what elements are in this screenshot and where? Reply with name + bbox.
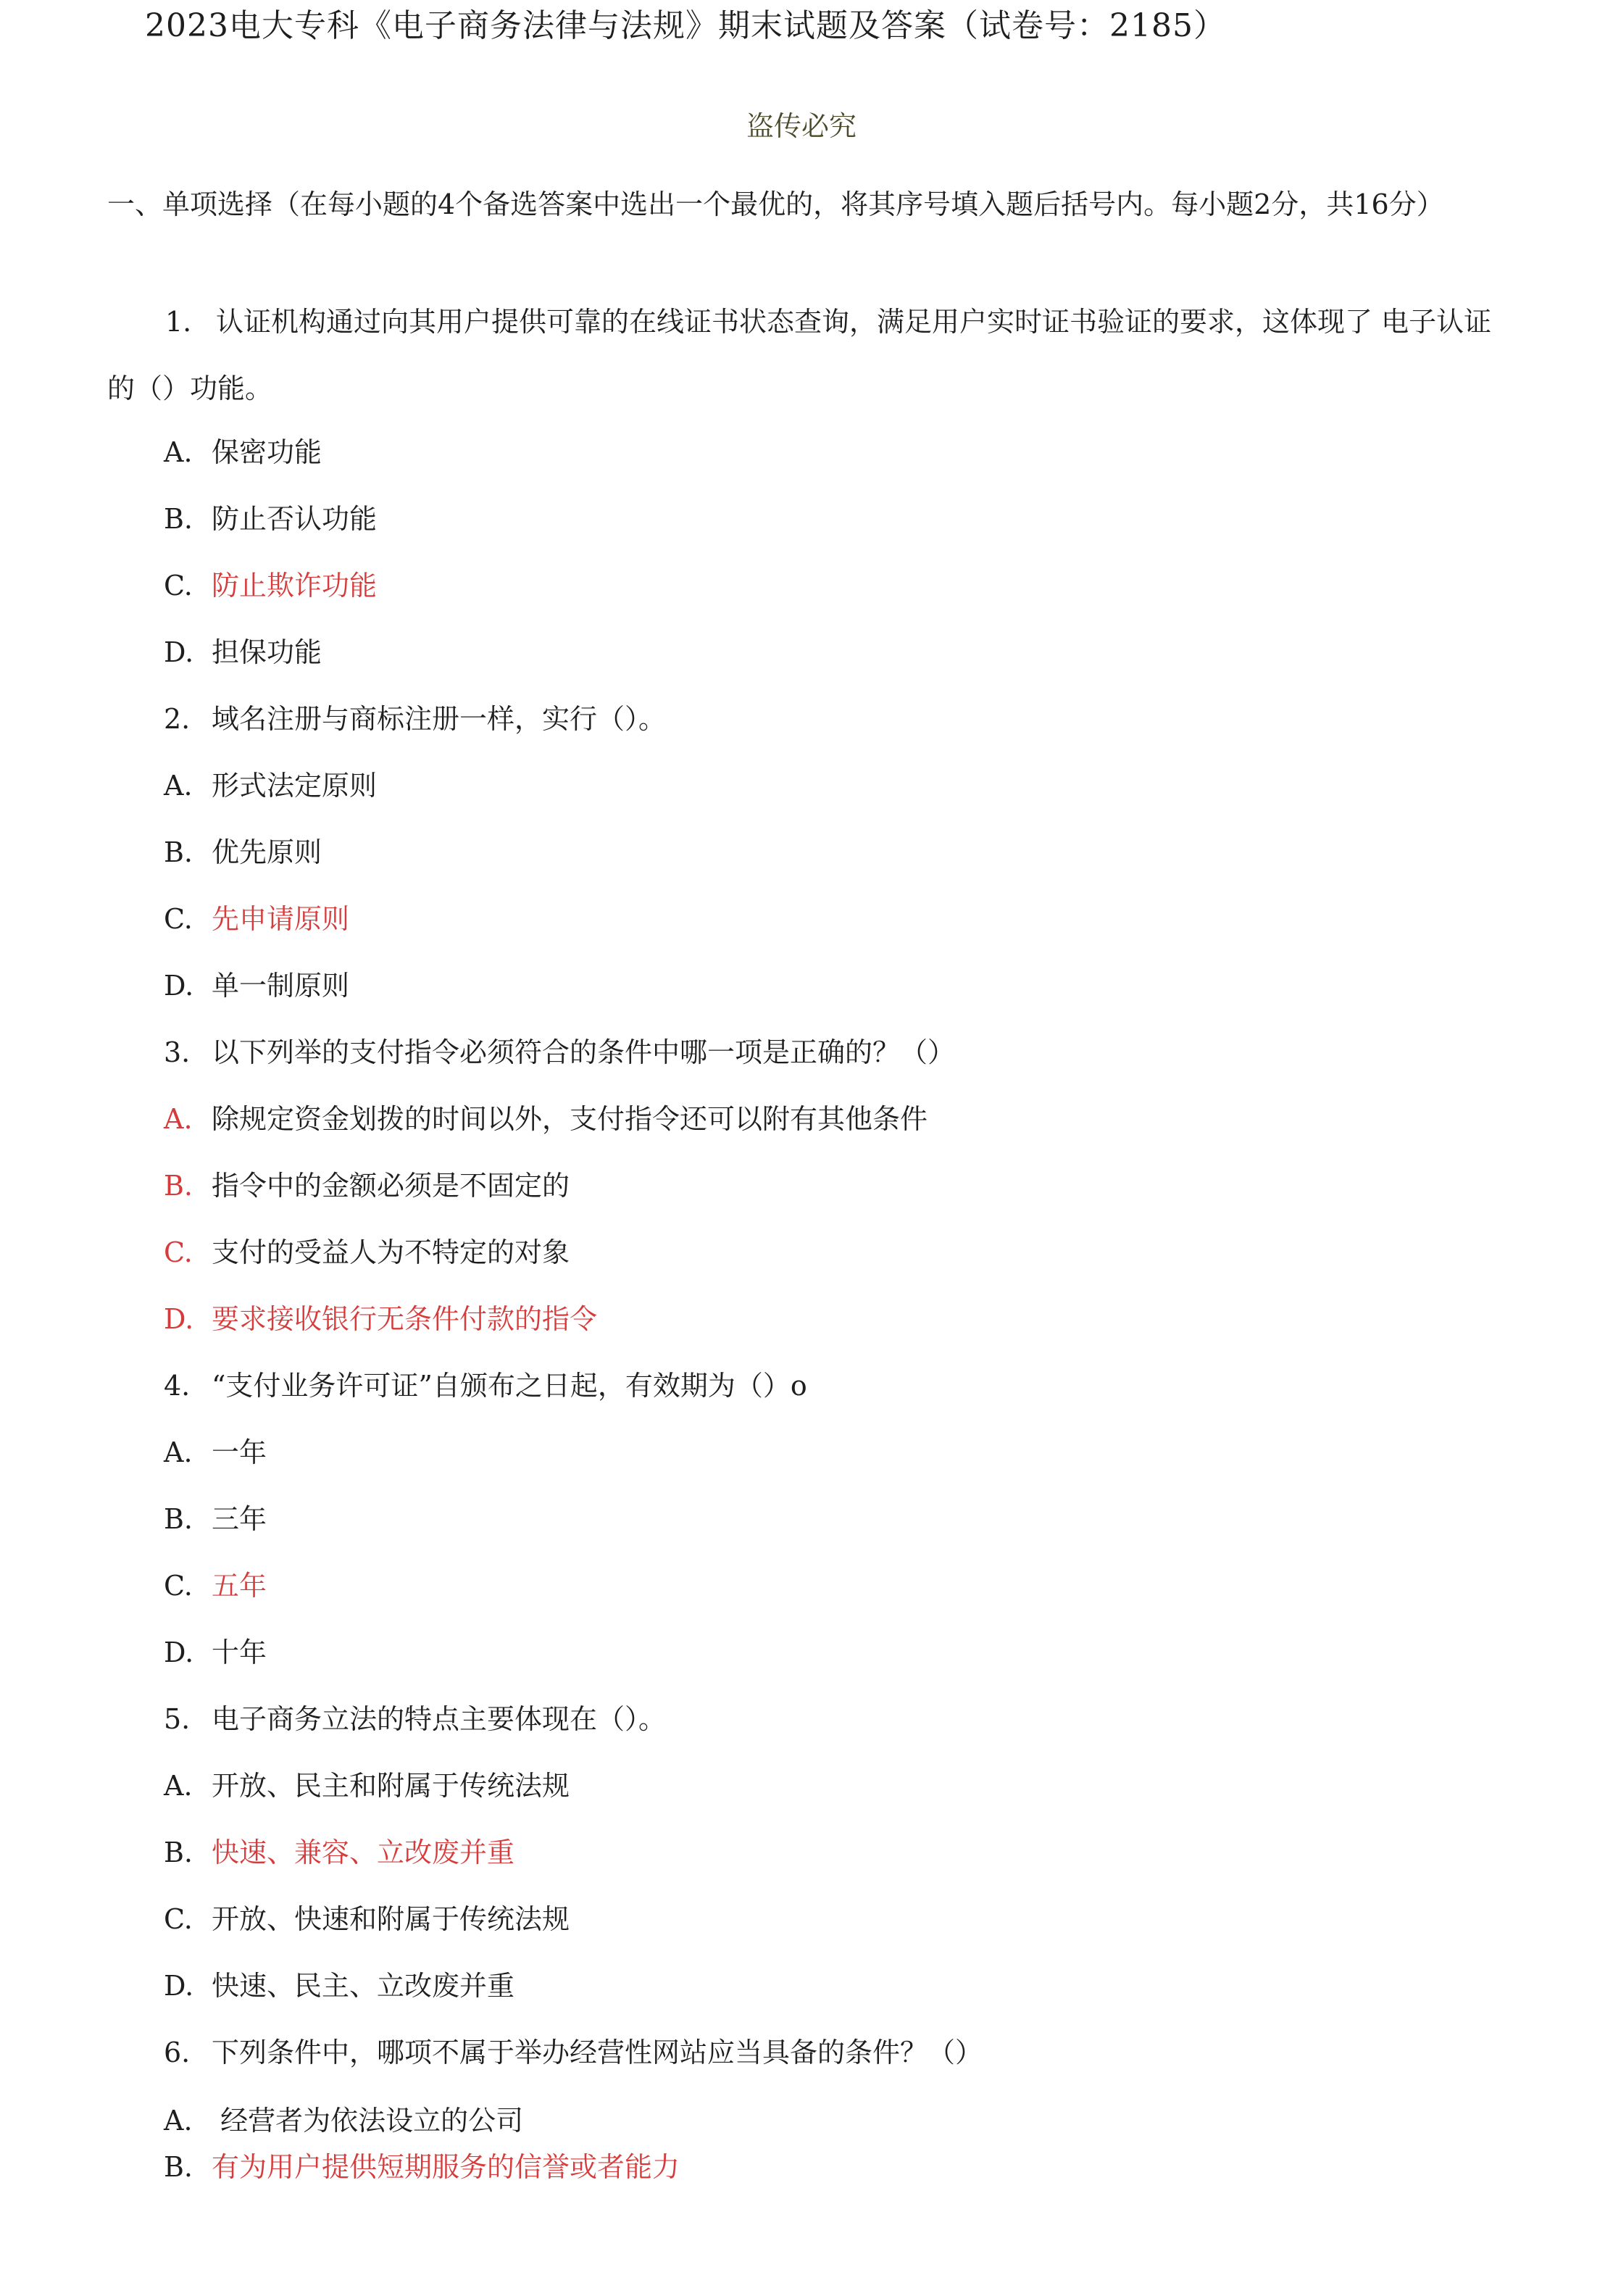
option-letter: A. — [164, 1436, 193, 1468]
question-text: 域名注册与商标注册一样，实行（）。 — [212, 703, 667, 735]
option-letter: C. — [164, 1570, 193, 1602]
option-text: 防止否认功能 — [212, 503, 378, 535]
question-number: 5. — [164, 1703, 191, 1735]
option-5b — [164, 1835, 514, 1870]
option-text: 支付的受益人为不特定的对象 — [212, 1236, 570, 1268]
option-6a — [164, 2103, 523, 2138]
option-1c — [164, 568, 377, 603]
option-text: 除规定资金划拨的时间以外，支付指令还可以附有其他条件 — [212, 1103, 928, 1135]
option-letter: C. — [164, 1903, 193, 1935]
correct-answer-text: 五年 — [212, 1570, 267, 1602]
question-number: 1. — [165, 306, 192, 338]
option-3d — [164, 1302, 597, 1336]
option-2b — [164, 835, 322, 870]
option-text: 经营者为依法设立的公司 — [212, 2105, 524, 2137]
question-text: “支付业务许可证”自颁布之日起，有效期为（）o — [212, 1370, 807, 1402]
option-text: 三年 — [212, 1503, 267, 1535]
option-5c — [164, 1902, 570, 1937]
option-4c — [164, 1568, 267, 1603]
option-letter: B. — [164, 1503, 193, 1535]
option-letter: A. — [164, 1103, 193, 1135]
question-number: 3. — [164, 1036, 191, 1068]
option-5a — [164, 1768, 570, 1803]
option-letter: A. — [164, 2105, 193, 2137]
option-1a — [164, 435, 322, 470]
option-letter: B. — [164, 2151, 193, 2183]
question-5 — [164, 1702, 666, 1736]
option-letter: C. — [164, 1236, 193, 1268]
option-5d — [164, 1968, 514, 2003]
correct-answer-text: 防止欺诈功能 — [212, 570, 378, 602]
option-text: 十年 — [212, 1636, 267, 1668]
question-text: 电子商务立法的特点主要体现在（）。 — [212, 1703, 667, 1735]
option-6b — [164, 2150, 680, 2184]
option-text: 开放、快速和附属于传统法规 — [212, 1903, 570, 1935]
option-3b — [164, 1168, 570, 1203]
option-text: 一年 — [212, 1436, 267, 1468]
option-text: 快速、民主、立改废并重 — [212, 1970, 515, 2002]
option-3a — [164, 1102, 928, 1136]
option-letter: C. — [164, 570, 193, 602]
option-text: 担保功能 — [212, 636, 322, 668]
option-letter: B. — [164, 1170, 193, 1202]
option-letter: A. — [164, 1770, 193, 1802]
watermark-text: 盗传必究 — [746, 110, 857, 142]
option-2d — [164, 968, 349, 1003]
option-text: 形式法定原则 — [212, 770, 378, 802]
option-text: 优先原则 — [212, 836, 322, 868]
option-letter: B. — [164, 503, 193, 535]
option-text: 开放、民主和附属于传统法规 — [212, 1770, 570, 1802]
question-4 — [164, 1368, 807, 1403]
question-number: 4. — [164, 1370, 191, 1402]
option-4a — [164, 1435, 267, 1470]
option-4d — [164, 1635, 267, 1670]
question-text: 以下列举的支付指令必须符合的条件中哪一项是正确的？（） — [212, 1036, 956, 1068]
option-letter: D. — [164, 970, 194, 1002]
option-text: 指令中的金额必须是不固定的 — [212, 1170, 570, 1202]
correct-answer-text: 快速、兼容、立改废并重 — [212, 1837, 515, 1868]
correct-answer-text: 先申请原则 — [212, 903, 350, 935]
question-number: 2. — [164, 703, 191, 735]
option-3c — [164, 1235, 570, 1270]
option-letter: B. — [164, 1837, 193, 1868]
option-letter: C. — [164, 903, 193, 935]
question-number: 6. — [164, 2037, 191, 2068]
option-1d — [164, 635, 322, 670]
question-1 — [107, 288, 1506, 422]
section-heading: 一、单项选择（在每小题的4个备选答案中选出一个最优的，将其序号填入题后括号内。每小题2分，共16分） — [107, 188, 1444, 220]
option-text: 单一制原则 — [212, 970, 350, 1002]
option-letter: D. — [164, 1303, 194, 1335]
option-1b — [164, 502, 377, 536]
question-2 — [164, 702, 666, 736]
correct-answer-text: 要求接收银行无条件付款的指令 — [212, 1303, 598, 1335]
question-3 — [164, 1035, 955, 1070]
option-2c — [164, 902, 349, 936]
option-letter: A. — [164, 436, 193, 468]
question-text: 认证机构通过向其用户提供可靠的在线证书状态查询，满足用户实时证书验证的要求，这体现了 电子认证的（）功能。 — [107, 306, 1492, 404]
question-6 — [164, 2035, 983, 2070]
option-text: 保密功能 — [212, 436, 322, 468]
option-letter: D. — [164, 1970, 194, 2002]
correct-answer-text: 有为用户提供短期服务的信誉或者能力 — [212, 2151, 680, 2183]
option-letter: B. — [164, 836, 193, 868]
option-letter: D. — [164, 1636, 194, 1668]
option-letter: A. — [164, 770, 193, 802]
document-title: 2023电大专科《电子商务法律与法规》期末试题及答案（试卷号：2185） — [145, 7, 1226, 44]
option-letter: D. — [164, 636, 194, 668]
option-4b — [164, 1502, 267, 1536]
option-2a — [164, 768, 377, 803]
question-text: 下列条件中，哪项不属于举办经营性网站应当具备的条件？（） — [212, 2037, 983, 2068]
